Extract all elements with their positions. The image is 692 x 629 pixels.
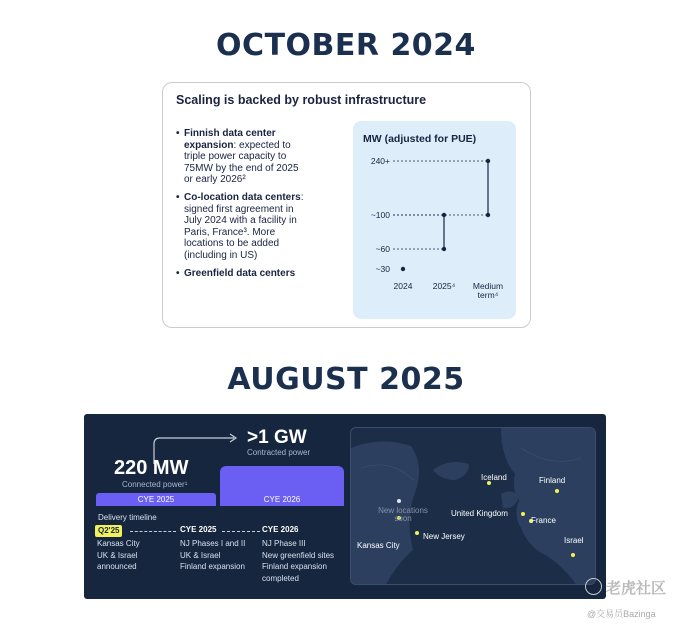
timeline-line: NJ Phases I and II	[180, 539, 246, 548]
mw-chart	[353, 121, 516, 319]
cye-2025-bar: CYE 2025	[96, 493, 216, 506]
connected-power-label: Connected power¹	[122, 480, 188, 489]
y-tick-label: ~30	[375, 264, 390, 274]
y-tick-label: 240+	[370, 156, 390, 166]
x-tick-label: 2025⁴	[432, 281, 456, 291]
connected-power-value: 220 MW	[114, 457, 189, 479]
bullet-bold: Greenfield data centers	[184, 267, 296, 279]
timeline-line: Finland expansion	[180, 562, 245, 571]
timeline-cye2026-head: CYE 2026	[262, 525, 299, 534]
x-tick-label: Medium	[472, 281, 504, 291]
data-point	[401, 267, 405, 271]
august-panel	[84, 414, 606, 599]
timeline-q2-pill: Q2'25	[95, 525, 122, 537]
october-heading: OCTOBER 2024	[216, 28, 476, 63]
map-label-kansas: Kansas City	[357, 541, 400, 550]
mw-chart-svg	[353, 121, 516, 319]
timeline-line: New greenfield sites	[262, 550, 335, 560]
x-tick-label: term⁴	[477, 290, 499, 300]
bullet-text: : signed first agreement in July 2024 with a facility in Paris, France³. More locations to be added (including in US)	[184, 191, 304, 261]
map-pin-new-locations	[397, 499, 401, 503]
watermark-brand: 老虎社区	[606, 580, 667, 597]
map-label-france: France	[531, 516, 556, 525]
data-point	[486, 213, 490, 217]
bullet-list	[176, 128, 304, 285]
world-map	[350, 427, 596, 585]
map-pin-israel	[571, 553, 575, 557]
x-tick-label: 2024	[393, 281, 413, 291]
bullet-item	[176, 192, 304, 262]
cye-2026-bar	[220, 466, 344, 506]
card-title: Scaling is backed by robust infrastructure	[176, 93, 427, 107]
timeline-line: UK & Israel	[180, 550, 221, 560]
timeline-col-cye2026	[262, 538, 334, 584]
bullet-bold: Finnish data center expansion	[184, 128, 276, 151]
bullet-bold: Co-location data centers	[184, 191, 301, 203]
bullet-item	[176, 128, 304, 186]
contracted-power-value: >1 GW	[247, 427, 307, 448]
timeline-line: Kansas City	[97, 539, 140, 548]
timeline-connector	[222, 531, 260, 532]
august-heading: AUGUST 2025	[227, 362, 465, 397]
timeline-col-cye2025	[180, 538, 245, 573]
watermark-handle: @交易员Bazinga	[587, 609, 656, 619]
timeline-col-q2	[97, 538, 140, 573]
timeline-connector	[130, 531, 176, 532]
y-tick-label: ~100	[370, 210, 390, 220]
map-label-iceland: Iceland	[481, 473, 507, 482]
map-pin-uk	[521, 512, 525, 516]
map-label-finland: Finland	[539, 476, 566, 485]
timeline-line: completed	[262, 573, 299, 583]
y-tick-label: ~60	[375, 244, 390, 254]
bullet-item	[176, 268, 304, 280]
map-pin-finland	[555, 489, 559, 493]
contracted-power-label: Contracted power	[247, 448, 311, 457]
map-label-new-locations: New locations soon	[378, 506, 428, 523]
map-label-new-jersey: New Jersey	[423, 532, 465, 541]
data-point	[442, 213, 446, 217]
map-label-uk: United Kingdom	[451, 509, 508, 518]
timeline-cye2025-head: CYE 2025	[180, 525, 217, 534]
bullet-text: : expected to triple power capacity to 75MW by the end of 2025 or early 2026²	[184, 139, 299, 186]
chart-title: MW (adjusted for PUE)	[363, 133, 477, 145]
timeline-line: UK & Israel	[97, 550, 138, 560]
delivery-timeline-title: Delivery timeline	[98, 513, 157, 522]
data-point	[442, 247, 446, 251]
timeline-line: NJ Phase III	[262, 539, 306, 548]
map-label-israel: Israel	[564, 536, 584, 545]
october-card	[162, 82, 531, 328]
data-point	[486, 159, 490, 163]
timeline-line: Finland expansion	[262, 562, 327, 571]
timeline-line: announced	[97, 562, 137, 571]
cye-2026-label: CYE 2026	[263, 495, 301, 504]
map-pin-new-jersey	[415, 531, 419, 535]
watermark-logo-icon	[585, 578, 602, 595]
